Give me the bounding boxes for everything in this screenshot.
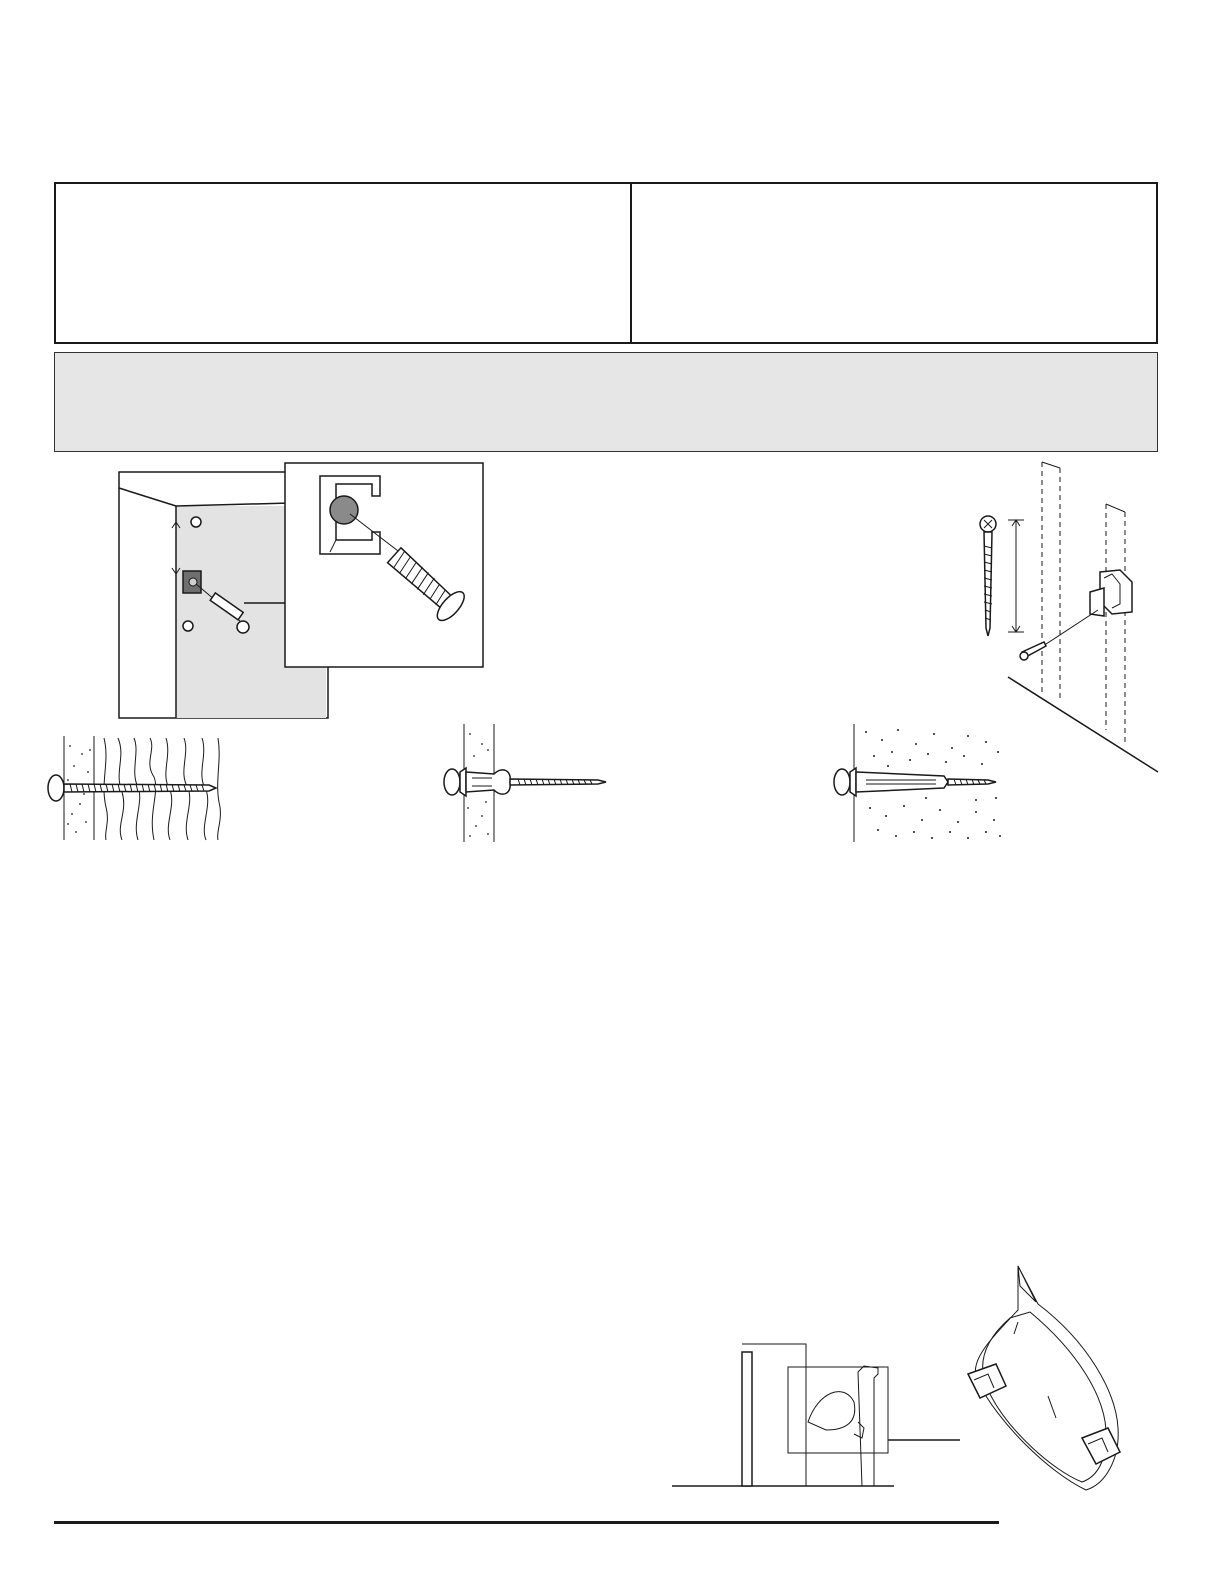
detail-hole <box>330 496 358 524</box>
cabinet-hole-bottom <box>183 621 193 631</box>
masonry-screw-head <box>834 769 850 795</box>
bracket-hole <box>189 578 197 586</box>
drywall-screw-head <box>444 769 460 795</box>
strap-clip <box>854 1422 864 1438</box>
small-screw-head <box>237 621 249 633</box>
footer-rule <box>54 1521 999 1524</box>
detail-frame <box>285 463 483 667</box>
floor-line <box>1008 677 1158 772</box>
strap-loop <box>808 1392 855 1430</box>
masonry-anchor-collar <box>850 768 856 796</box>
strap-detail-area <box>788 1367 888 1453</box>
wall-edge <box>858 1366 878 1486</box>
wall-bracket-flange <box>1090 588 1104 616</box>
wood-screw-icon <box>44 732 224 844</box>
short-screw-head <box>1020 652 1028 660</box>
wood-screw-shank <box>64 784 216 792</box>
cabinet-hole-top <box>191 517 201 527</box>
wall-guide-line <box>1040 610 1098 648</box>
warning-banner <box>54 352 1158 452</box>
anti-tip-strap-illustration <box>668 1262 1168 1502</box>
cabinet-top-edge <box>119 488 176 506</box>
masonry-anchor-icon <box>826 722 1006 844</box>
strap-arrows <box>1014 1322 1056 1418</box>
cabinet-side <box>742 1352 752 1486</box>
strap-bracket-left <box>968 1364 1006 1398</box>
bracket-screw-detail-icon <box>284 462 486 670</box>
stud-top-1 <box>1042 462 1060 468</box>
table-divider <box>630 184 632 342</box>
wall-bracket <box>1100 570 1132 614</box>
strap-inner <box>983 1312 1107 1482</box>
drywall-anchor-icon <box>438 722 618 844</box>
strap-tail <box>1018 1266 1036 1302</box>
info-table <box>54 182 1158 344</box>
stud-top-2 <box>1106 504 1125 512</box>
wood-screw-head <box>48 775 64 801</box>
masonry-anchor-body <box>856 772 948 792</box>
drywall-anchor-collar <box>460 768 466 796</box>
drywall-anchor-body <box>466 770 510 794</box>
